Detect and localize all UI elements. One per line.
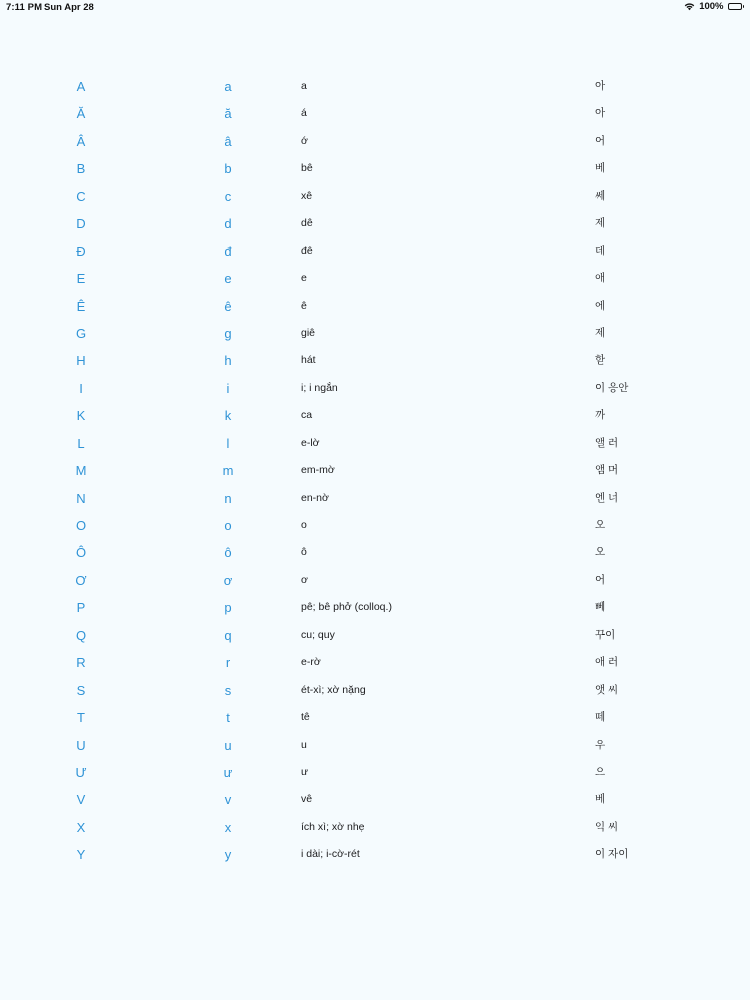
status-bar bbox=[0, 0, 750, 14]
letter-name: xê bbox=[301, 189, 313, 202]
lowercase-letter[interactable]: a bbox=[224, 79, 232, 94]
uppercase-letter[interactable]: Ê bbox=[76, 298, 86, 314]
korean-pronunciation: 오 bbox=[595, 519, 606, 531]
lowercase-letter[interactable]: y bbox=[224, 847, 232, 863]
alphabet-row bbox=[0, 100, 750, 127]
korean-pronunciation: 어 bbox=[595, 573, 606, 586]
letter-name: i; i ngắn bbox=[301, 381, 338, 394]
letter-name: u bbox=[301, 738, 307, 751]
alphabet-table bbox=[0, 73, 750, 869]
letter-name: vê bbox=[301, 793, 313, 806]
letter-name: giê bbox=[301, 326, 316, 339]
uppercase-letter[interactable]: R bbox=[76, 655, 86, 671]
lowercase-letter[interactable]: q bbox=[224, 627, 232, 643]
korean-pronunciation: 으 bbox=[595, 765, 606, 778]
korean-pronunciation: 베 bbox=[595, 162, 606, 175]
korean-pronunciation: 까 bbox=[595, 409, 606, 422]
alphabet-row bbox=[0, 430, 750, 457]
uppercase-letter[interactable]: H bbox=[76, 353, 86, 369]
lowercase-letter[interactable]: â bbox=[224, 133, 232, 149]
alphabet-row bbox=[0, 457, 750, 484]
alphabet-row bbox=[0, 759, 750, 786]
alphabet-row bbox=[0, 402, 750, 429]
lowercase-letter[interactable]: đ bbox=[224, 243, 232, 259]
alphabet-row bbox=[0, 649, 750, 676]
letter-name: ô bbox=[301, 546, 307, 559]
lowercase-letter[interactable]: g bbox=[224, 325, 232, 341]
uppercase-letter[interactable]: I bbox=[79, 380, 83, 396]
korean-pronunciation: 아 bbox=[595, 107, 606, 120]
status-indicators bbox=[684, 1, 744, 12]
battery-percent: 100% bbox=[699, 1, 724, 12]
alphabet-row bbox=[0, 210, 750, 237]
letter-name: á bbox=[301, 107, 307, 120]
lowercase-letter[interactable]: m bbox=[222, 463, 234, 479]
lowercase-letter[interactable]: h bbox=[224, 353, 232, 369]
letter-name: e-rờ bbox=[301, 656, 321, 669]
letter-name: pê; bê phở (colloq.) bbox=[301, 601, 392, 614]
korean-pronunciation: 어 bbox=[595, 134, 606, 147]
uppercase-letter[interactable]: Ơ bbox=[75, 572, 87, 588]
lowercase-letter[interactable]: k bbox=[224, 408, 232, 424]
alphabet-row bbox=[0, 814, 750, 841]
uppercase-letter[interactable]: V bbox=[76, 792, 86, 808]
alphabet-row bbox=[0, 128, 750, 155]
korean-pronunciation: 뻬 bbox=[595, 601, 606, 614]
alphabet-row bbox=[0, 238, 750, 265]
lowercase-letter[interactable]: n bbox=[224, 490, 232, 506]
alphabet-row bbox=[0, 347, 750, 374]
korean-pronunciation: 앨 러 bbox=[595, 436, 619, 449]
alphabet-row bbox=[0, 265, 750, 292]
letter-name: i dài; i-cờ-rét bbox=[301, 848, 360, 861]
lowercase-letter[interactable]: l bbox=[226, 435, 230, 451]
uppercase-letter[interactable]: Ă bbox=[76, 106, 86, 122]
korean-pronunciation: 쎄 bbox=[595, 189, 606, 202]
letter-name: tê bbox=[301, 711, 310, 724]
letter-name: o bbox=[301, 519, 307, 531]
uppercase-letter[interactable]: Đ bbox=[76, 243, 86, 259]
alphabet-row bbox=[0, 512, 750, 539]
alphabet-row bbox=[0, 594, 750, 621]
alphabet-row bbox=[0, 567, 750, 594]
letter-name: cu; quy bbox=[301, 628, 335, 641]
uppercase-letter[interactable]: N bbox=[76, 490, 86, 506]
korean-pronunciation: 꾸이 bbox=[595, 628, 616, 641]
letter-name: ét-xì; xờ nặng bbox=[301, 683, 366, 696]
letter-name: ích xì; xờ nhẹ bbox=[301, 820, 365, 833]
uppercase-letter[interactable]: A bbox=[76, 79, 86, 94]
uppercase-letter[interactable]: C bbox=[76, 188, 86, 204]
uppercase-letter[interactable]: K bbox=[76, 408, 86, 424]
lowercase-letter[interactable]: e bbox=[224, 271, 232, 287]
uppercase-letter[interactable]: T bbox=[77, 710, 85, 726]
lowercase-letter[interactable]: t bbox=[226, 710, 230, 726]
letter-name: ơ bbox=[301, 573, 308, 586]
letter-name: bê bbox=[301, 162, 313, 175]
lowercase-letter[interactable]: x bbox=[224, 819, 232, 835]
uppercase-letter[interactable]: P bbox=[76, 600, 86, 616]
korean-pronunciation: 베 bbox=[595, 793, 606, 806]
lowercase-letter[interactable]: u bbox=[224, 737, 232, 753]
lowercase-letter[interactable]: ơ bbox=[223, 572, 233, 588]
letter-name: hát bbox=[301, 354, 316, 367]
korean-pronunciation: 이 응안 bbox=[595, 381, 629, 394]
alphabet-row bbox=[0, 183, 750, 210]
lowercase-letter[interactable]: d bbox=[224, 216, 232, 232]
status-time: 7:11 PM bbox=[6, 2, 43, 13]
lowercase-letter[interactable]: ê bbox=[224, 298, 232, 314]
letter-name: ca bbox=[301, 409, 313, 422]
lowercase-letter[interactable]: i bbox=[226, 380, 230, 396]
uppercase-letter[interactable]: S bbox=[76, 682, 86, 698]
uppercase-letter[interactable]: U bbox=[76, 737, 86, 753]
alphabet-row bbox=[0, 704, 750, 731]
uppercase-letter[interactable]: Ư bbox=[75, 764, 87, 780]
uppercase-letter[interactable]: Â bbox=[76, 133, 86, 149]
letter-name: e-lờ bbox=[301, 436, 320, 449]
lowercase-letter[interactable]: o bbox=[224, 518, 232, 533]
letter-name: ư bbox=[301, 765, 309, 778]
uppercase-letter[interactable]: M bbox=[75, 463, 87, 479]
korean-pronunciation: 애 러 bbox=[595, 656, 619, 669]
alphabet-row bbox=[0, 539, 750, 566]
uppercase-letter[interactable]: Y bbox=[76, 847, 86, 863]
letter-name: dê bbox=[301, 217, 313, 230]
uppercase-letter[interactable]: G bbox=[75, 325, 87, 341]
letter-name: en-nờ bbox=[301, 491, 329, 504]
letter-name: em-mờ bbox=[301, 464, 335, 477]
korean-pronunciation: 데 bbox=[595, 244, 606, 257]
alphabet-row bbox=[0, 677, 750, 704]
alphabet-row bbox=[0, 841, 750, 868]
lowercase-letter[interactable]: v bbox=[224, 792, 232, 808]
korean-pronunciation: 엔 너 bbox=[595, 491, 619, 504]
uppercase-letter[interactable]: O bbox=[75, 518, 87, 533]
korean-pronunciation: 우 bbox=[595, 738, 606, 751]
korean-pronunciation: 핟 bbox=[595, 354, 606, 367]
letter-name: a bbox=[301, 80, 307, 92]
letter-name: đê bbox=[301, 244, 313, 257]
korean-pronunciation: 익 씨 bbox=[595, 820, 619, 833]
korean-pronunciation: 이 자이 bbox=[595, 848, 629, 861]
korean-pronunciation: 앰 머 bbox=[595, 464, 619, 477]
alphabet-row bbox=[0, 293, 750, 320]
wifi-icon bbox=[684, 2, 695, 11]
uppercase-letter[interactable]: L bbox=[77, 435, 85, 451]
korean-pronunciation: 아 bbox=[595, 80, 606, 92]
lowercase-letter[interactable]: b bbox=[224, 161, 232, 177]
uppercase-letter[interactable]: Ô bbox=[75, 545, 87, 561]
korean-pronunciation: 제 bbox=[595, 326, 606, 339]
alphabet-row bbox=[0, 320, 750, 347]
battery-icon bbox=[728, 3, 745, 10]
uppercase-letter[interactable]: E bbox=[76, 271, 86, 287]
korean-pronunciation: 애 bbox=[595, 272, 606, 285]
alphabet-row bbox=[0, 155, 750, 182]
korean-pronunciation: 앳 씨 bbox=[595, 683, 619, 696]
alphabet-row bbox=[0, 73, 750, 100]
lowercase-letter[interactable]: ă bbox=[224, 106, 232, 122]
lowercase-letter[interactable]: c bbox=[224, 188, 232, 204]
lowercase-letter[interactable]: p bbox=[224, 600, 232, 616]
alphabet-row bbox=[0, 732, 750, 759]
status-date: Sun Apr 28 bbox=[44, 2, 94, 13]
lowercase-letter[interactable]: ư bbox=[223, 764, 233, 780]
lowercase-letter[interactable]: r bbox=[225, 655, 231, 671]
alphabet-row bbox=[0, 622, 750, 649]
uppercase-letter[interactable]: B bbox=[76, 161, 86, 177]
alphabet-row bbox=[0, 485, 750, 512]
korean-pronunciation: 오 bbox=[595, 546, 606, 559]
uppercase-letter[interactable]: X bbox=[76, 819, 86, 835]
korean-pronunciation: 에 bbox=[595, 299, 606, 312]
korean-pronunciation: 떼 bbox=[595, 711, 606, 724]
uppercase-letter[interactable]: D bbox=[76, 216, 86, 232]
letter-name: ớ bbox=[301, 134, 308, 147]
uppercase-letter[interactable]: Q bbox=[75, 627, 87, 643]
alphabet-row bbox=[0, 786, 750, 813]
letter-name: e bbox=[301, 272, 307, 285]
letter-name: ê bbox=[301, 299, 307, 312]
lowercase-letter[interactable]: s bbox=[224, 682, 232, 698]
lowercase-letter[interactable]: ô bbox=[224, 545, 232, 561]
alphabet-row bbox=[0, 375, 750, 402]
korean-pronunciation: 제 bbox=[595, 217, 606, 230]
